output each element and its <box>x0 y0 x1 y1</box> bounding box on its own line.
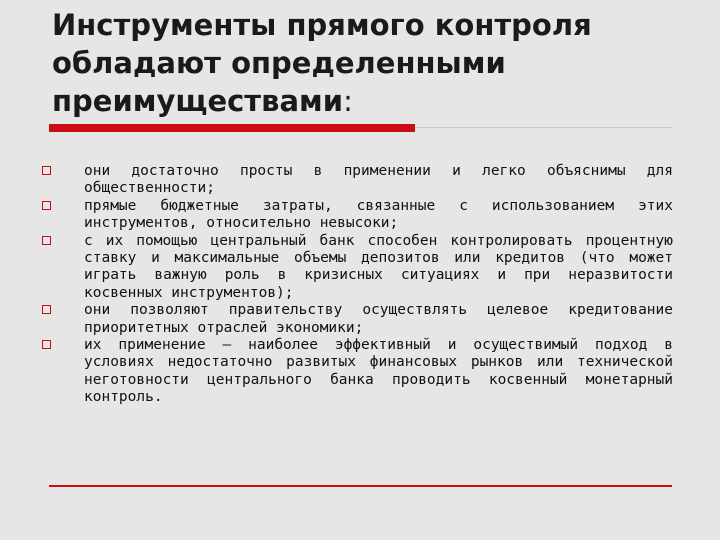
bullet-text: они позволяют правительству осуществлять целевое кредитование приоритетных отраслей экономики; <box>84 302 673 336</box>
hollow-square-icon <box>42 305 51 314</box>
hollow-square-icon <box>42 236 51 245</box>
bottom-divider <box>49 485 672 487</box>
bullet-list <box>41 163 673 407</box>
list-item <box>41 302 673 337</box>
bullet-text: прямые бюджетные затраты, связанные с использованием этих инструментов, относительно невысоки; <box>84 197 673 232</box>
title-underline-red <box>49 124 415 132</box>
slide-title-text: Инструменты прямого контроля обладают определенными преимуществами <box>52 8 592 118</box>
bullet-text: их применение – наиболее эффективный и осуществимый подход в условиях недостаточно развитых финансовых рынков или технической неготовности центрального банка проводить косвенный монетарный контроль. <box>84 337 673 406</box>
bullet-text: с их помощью центральный банк способен контролировать процентную ставку и максимальные объемы депозитов или кредитов (что может играть важную роль в кризисных ситуациях и при неразвитости косвенных инструментов); <box>84 232 673 301</box>
slide-title-colon: : <box>343 84 353 118</box>
hollow-square-icon <box>42 166 51 175</box>
list-item <box>41 198 673 233</box>
hollow-square-icon <box>42 340 51 349</box>
list-item <box>41 233 673 303</box>
bullet-text: они достаточно просты в применении и легко объяснимы для общественности; <box>84 163 673 197</box>
list-item <box>41 337 673 407</box>
slide-title <box>52 6 692 120</box>
list-item <box>41 163 673 198</box>
title-underline-thin <box>415 127 672 128</box>
hollow-square-icon <box>42 201 51 210</box>
